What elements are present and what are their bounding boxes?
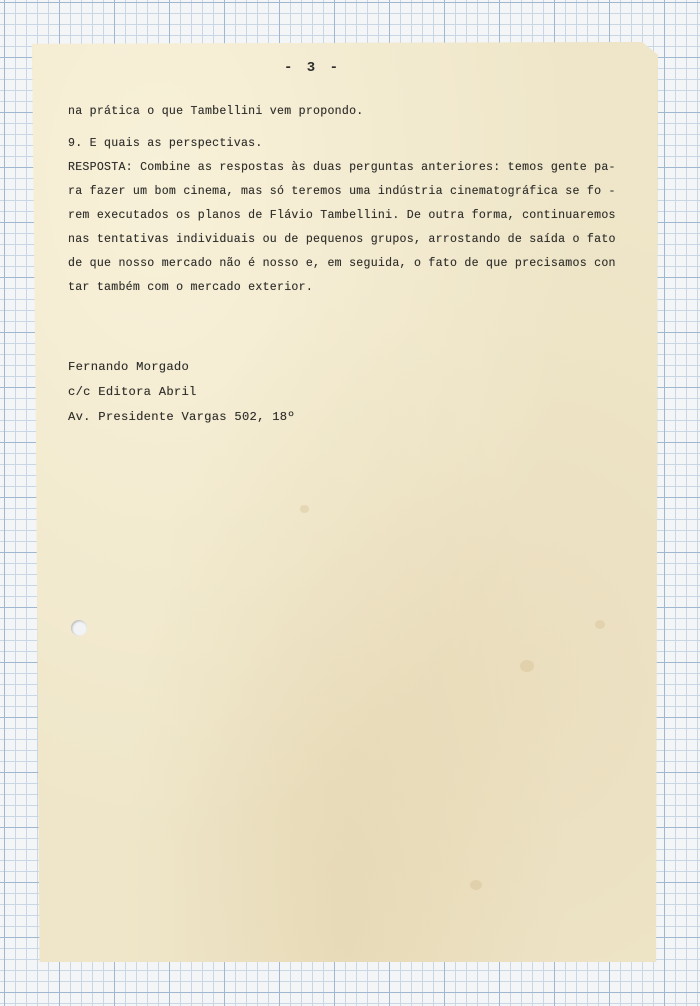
punch-hole <box>71 620 87 636</box>
text-line: nas tentativas individuais ou de pequenos grupos, arrostando de saída o fato <box>68 233 616 246</box>
signature-address: Av. Presidente Vargas 502, 18º <box>68 410 295 424</box>
paper-stain <box>595 620 605 629</box>
text-line: ra fazer um bom cinema, mas só teremos uma indústria cinematográfica se fo - <box>68 185 616 198</box>
text-line: na prática o que Tambellini vem propondo. <box>68 105 364 118</box>
question-line: 9. E quais as perspectivas. <box>68 137 263 150</box>
signature-name: Fernando Morgado <box>68 360 190 374</box>
paper-stain <box>520 660 534 672</box>
answer-line: RESPOSTA: Combine as respostas às duas perguntas anteriores: temos gente pa- <box>68 161 616 174</box>
signature-company: c/c Editora Abril <box>68 385 197 399</box>
paper-stain <box>300 505 309 513</box>
paper-stain <box>470 880 482 890</box>
page-number: - 3 - <box>284 60 342 76</box>
text-line: rem executados os planos de Flávio Tambellini. De outra forma, continuaremos <box>68 209 616 222</box>
paper-sheet <box>32 42 658 962</box>
text-line: de que nosso mercado não é nosso e, em seguida, o fato de que precisamos con <box>68 257 616 270</box>
text-line: tar também com o mercado exterior. <box>68 281 314 294</box>
